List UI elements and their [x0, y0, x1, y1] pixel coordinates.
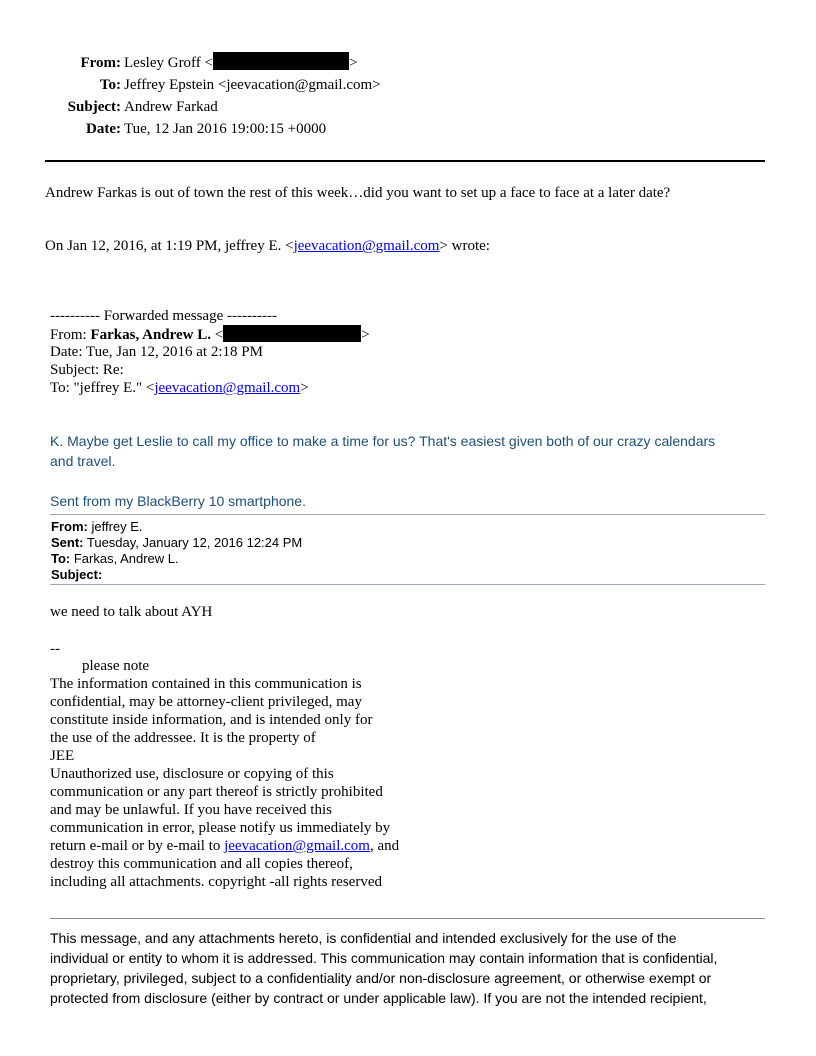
quote-intro: On Jan 12, 2016, at 1:19 PM, jeffrey E. <jeevacation@gmail.com> wrote: — [45, 238, 490, 254]
header-from-value: Lesley Groff < > — [124, 52, 357, 74]
original-body-text: we need to talk about AYH — [50, 604, 213, 620]
header-from-label: From: — [80, 55, 121, 71]
header-to-row — [0, 74, 816, 96]
disclaimer-email-link[interactable]: jeevacation@gmail.com — [224, 838, 370, 854]
original-sent: Sent: Tuesday, January 12, 2016 12:24 PM — [51, 535, 303, 550]
redaction-block — [223, 325, 361, 342]
forwarded-from: From: Farkas, Andrew L. < > — [50, 327, 370, 343]
header-date-row — [0, 118, 816, 140]
forwarded-date: Date: Tue, Jan 12, 2016 at 2:18 PM — [50, 344, 263, 360]
footer-line: protected from disclosure (either by contract or under applicable law). If you are not the intended recipient, — [50, 990, 707, 1006]
header-from-row — [0, 52, 816, 74]
signature-dashes: -- — [50, 641, 60, 657]
please-note: please note — [82, 658, 150, 674]
header-divider — [45, 160, 765, 162]
forwarded-divider: ---------- Forwarded message ---------- — [50, 308, 277, 324]
header-date-label: Date: — [86, 121, 121, 137]
disclaimer-line: communication or any part thereof is strictly prohibited — [50, 784, 383, 800]
forwarded-to-email-link[interactable]: jeevacation@gmail.com — [154, 380, 301, 396]
forwarded-from-name: Farkas, Andrew L. — [90, 327, 212, 343]
original-from: From: jeffrey E. — [51, 519, 143, 534]
original-meta-divider-top — [50, 514, 765, 515]
footer-line: This message, and any attachments hereto, is confidential and intended exclusively for the use of the — [50, 930, 677, 946]
message-text: Andrew Farkas is out of town the rest of this week…did you want to set up a face to face at a later date? — [45, 185, 671, 201]
quote-email-link[interactable]: jeevacation@gmail.com — [293, 238, 440, 254]
disclaimer-line: destroy this communication and all copies thereof, — [50, 856, 353, 872]
original-subject: Subject: — [51, 567, 103, 582]
disclaimer-line: and may be unlawful. If you have received this — [50, 802, 332, 818]
header-date-value: Tue, 12 Jan 2016 19:00:15 +0000 — [124, 121, 327, 137]
disclaimer-line: JEE — [50, 748, 75, 764]
disclaimer-line: constitute inside information, and is intended only for — [50, 712, 373, 728]
disclaimer-line: communication in error, please notify us immediately by — [50, 820, 391, 836]
disclaimer-line: the use of the addressee. It is the property of — [50, 730, 316, 746]
header-to-value: Jeffrey Epstein <jeevacation@gmail.com> — [124, 77, 381, 93]
disclaimer-return-line: return e-mail or by e-mail to jeevacation@gmail.com, and — [50, 838, 400, 854]
footer-line: proprietary, privileged, subject to a confidentiality and/or non-disclosure agreement, or otherwise exempt or — [50, 970, 712, 986]
reply-signature: Sent from my BlackBerry 10 smartphone. — [50, 493, 306, 509]
disclaimer-line: including all attachments. copyright -all rights reserved — [50, 874, 382, 890]
forwarded-to: To: "jeffrey E." <jeevacation@gmail.com> — [50, 380, 309, 396]
original-to: To: Farkas, Andrew L. — [51, 551, 179, 566]
header-subject-label: Subject: — [67, 99, 121, 115]
header-to-label: To: — [99, 77, 121, 93]
disclaimer-line: The information contained in this communication is — [50, 676, 362, 692]
original-meta-divider-bottom — [50, 584, 765, 585]
footer-divider — [50, 918, 765, 919]
forwarded-subject: Subject: Re: — [50, 362, 124, 378]
reply-line-2: and travel. — [50, 453, 116, 469]
header-subject-value: Andrew Farkad — [124, 99, 218, 115]
footer-line: individual or entity to whom it is addressed. This communication may contain information that is confidential, — [50, 950, 718, 966]
disclaimer-line: confidential, may be attorney-client privileged, may — [50, 694, 362, 710]
reply-line-1: K. Maybe get Leslie to call my office to make a time for us? That's easiest given both of our crazy calendars — [50, 433, 716, 449]
header-subject-row — [0, 96, 816, 118]
redaction-block — [213, 52, 349, 70]
disclaimer-line: Unauthorized use, disclosure or copying of this — [50, 766, 334, 782]
